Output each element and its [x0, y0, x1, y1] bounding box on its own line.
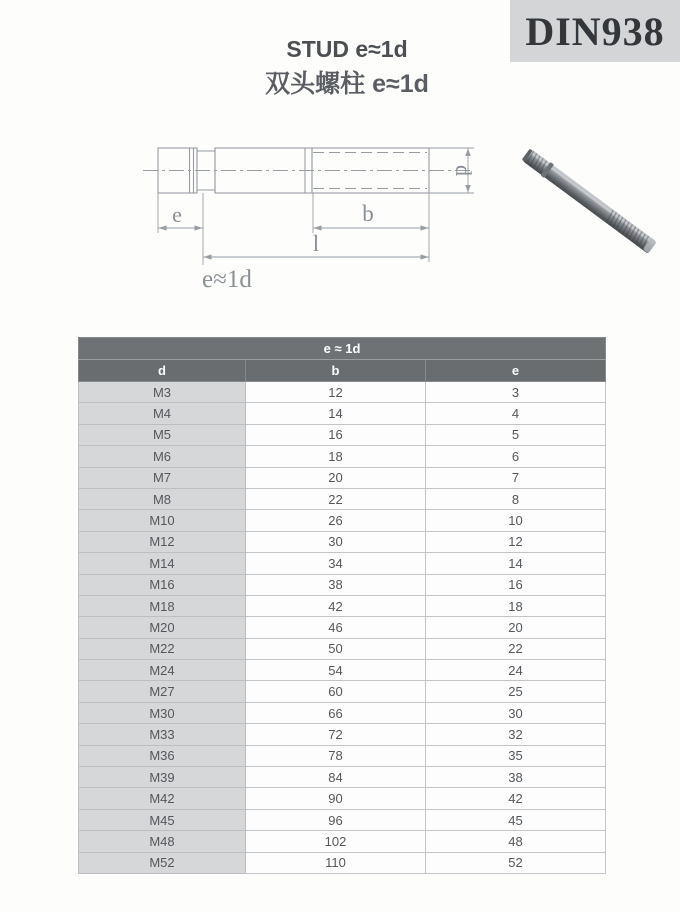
- cell-d: M3: [79, 382, 246, 403]
- table-row: [79, 382, 606, 403]
- dim-label-e: e: [172, 202, 182, 227]
- table-row: [79, 767, 606, 788]
- l-arrow-left: [204, 254, 212, 259]
- cell-d: M52: [79, 852, 246, 873]
- page-subtitle-chinese: 双头螺柱 e≈1d: [265, 70, 429, 98]
- cell-e: 3: [426, 382, 606, 403]
- cell-e: 12: [426, 531, 606, 552]
- cell-d: M10: [79, 510, 246, 531]
- e-arrow-right: [195, 225, 203, 230]
- d-arrow-up: [465, 149, 471, 157]
- table-row: [79, 424, 606, 445]
- dim-label-b: b: [362, 201, 374, 226]
- table-row: [79, 595, 606, 616]
- page-title: STUD e≈1d: [286, 36, 408, 62]
- cell-e: 25: [426, 681, 606, 702]
- cell-d: M12: [79, 531, 246, 552]
- column-header-d: d: [79, 360, 246, 382]
- column-header-b: b: [246, 360, 426, 382]
- cell-b: 34: [246, 553, 426, 574]
- cell-e: 52: [426, 852, 606, 873]
- table-row: [79, 831, 606, 852]
- table-row: [79, 617, 606, 638]
- b-arrow-left: [314, 225, 322, 230]
- table-row: [79, 510, 606, 531]
- table-row: [79, 467, 606, 488]
- table-row: [79, 745, 606, 766]
- dim-label-l: l: [312, 231, 320, 256]
- cell-b: 66: [246, 702, 426, 723]
- din-standard-badge: [510, 0, 680, 62]
- table-title-row: [79, 338, 606, 360]
- cell-e: 48: [426, 831, 606, 852]
- cell-d: M14: [79, 553, 246, 574]
- cell-e: 35: [426, 745, 606, 766]
- cell-d: M27: [79, 681, 246, 702]
- stud-technical-drawing: [130, 125, 480, 305]
- cell-e: 5: [426, 424, 606, 445]
- table-row: [79, 638, 606, 659]
- cell-d: M16: [79, 574, 246, 595]
- din-standard-label: DIN938: [525, 8, 665, 54]
- cell-e: 32: [426, 724, 606, 745]
- stud-photo-rod: [521, 147, 658, 254]
- cell-e: 20: [426, 617, 606, 638]
- cell-b: 30: [246, 531, 426, 552]
- cell-b: 102: [246, 831, 426, 852]
- cell-d: M7: [79, 467, 246, 488]
- b-arrow-right: [421, 225, 429, 230]
- table-column-header-row: [79, 360, 606, 382]
- cell-b: 26: [246, 510, 426, 531]
- cell-b: 14: [246, 403, 426, 424]
- table-row: [79, 852, 606, 873]
- cell-d: M42: [79, 788, 246, 809]
- table-row: [79, 724, 606, 745]
- cell-b: 22: [246, 488, 426, 509]
- cell-d: M18: [79, 595, 246, 616]
- cell-d: M4: [79, 403, 246, 424]
- table-row: [79, 531, 606, 552]
- cell-e: 22: [426, 638, 606, 659]
- table-row: [79, 788, 606, 809]
- approx-note: e≈1d: [202, 266, 252, 293]
- cell-b: 90: [246, 788, 426, 809]
- cell-e: 45: [426, 809, 606, 830]
- column-header-e: e: [426, 360, 606, 382]
- cell-d: M24: [79, 660, 246, 681]
- cell-b: 42: [246, 595, 426, 616]
- cell-d: M5: [79, 424, 246, 445]
- table-row: [79, 488, 606, 509]
- d-arrow-down: [465, 185, 471, 193]
- cell-e: 7: [426, 467, 606, 488]
- cell-d: M36: [79, 745, 246, 766]
- cell-d: M30: [79, 702, 246, 723]
- table-row: [79, 660, 606, 681]
- table-row: [79, 446, 606, 467]
- dim-label-d: d: [451, 165, 476, 176]
- cell-e: 24: [426, 660, 606, 681]
- cell-b: 38: [246, 574, 426, 595]
- l-arrow-right: [421, 254, 429, 259]
- stud-photo: [505, 133, 675, 261]
- cell-d: M45: [79, 809, 246, 830]
- cell-d: M48: [79, 831, 246, 852]
- table-row: [79, 553, 606, 574]
- cell-e: 14: [426, 553, 606, 574]
- cell-b: 18: [246, 446, 426, 467]
- table-row: [79, 809, 606, 830]
- cell-b: 12: [246, 382, 426, 403]
- cell-b: 54: [246, 660, 426, 681]
- table-row: [79, 403, 606, 424]
- table-row: [79, 702, 606, 723]
- cell-d: M8: [79, 488, 246, 509]
- cell-b: 72: [246, 724, 426, 745]
- table-title: e ≈ 1d: [79, 338, 606, 360]
- cell-d: M20: [79, 617, 246, 638]
- cell-e: 42: [426, 788, 606, 809]
- cell-d: M39: [79, 767, 246, 788]
- cell-b: 50: [246, 638, 426, 659]
- cell-e: 4: [426, 403, 606, 424]
- cell-e: 10: [426, 510, 606, 531]
- cell-b: 60: [246, 681, 426, 702]
- cell-e: 30: [426, 702, 606, 723]
- cell-b: 78: [246, 745, 426, 766]
- cell-b: 16: [246, 424, 426, 445]
- cell-b: 96: [246, 809, 426, 830]
- table-row: [79, 574, 606, 595]
- cell-b: 84: [246, 767, 426, 788]
- table-row: [79, 681, 606, 702]
- cell-d: M22: [79, 638, 246, 659]
- cell-d: M33: [79, 724, 246, 745]
- cell-b: 110: [246, 852, 426, 873]
- cell-e: 8: [426, 488, 606, 509]
- cell-b: 46: [246, 617, 426, 638]
- cell-e: 18: [426, 595, 606, 616]
- cell-b: 20: [246, 467, 426, 488]
- cell-d: M6: [79, 446, 246, 467]
- table-body: [79, 382, 606, 874]
- e-arrow-left: [159, 225, 167, 230]
- cell-e: 16: [426, 574, 606, 595]
- dimension-table: [78, 337, 606, 874]
- cell-e: 6: [426, 446, 606, 467]
- cell-e: 38: [426, 767, 606, 788]
